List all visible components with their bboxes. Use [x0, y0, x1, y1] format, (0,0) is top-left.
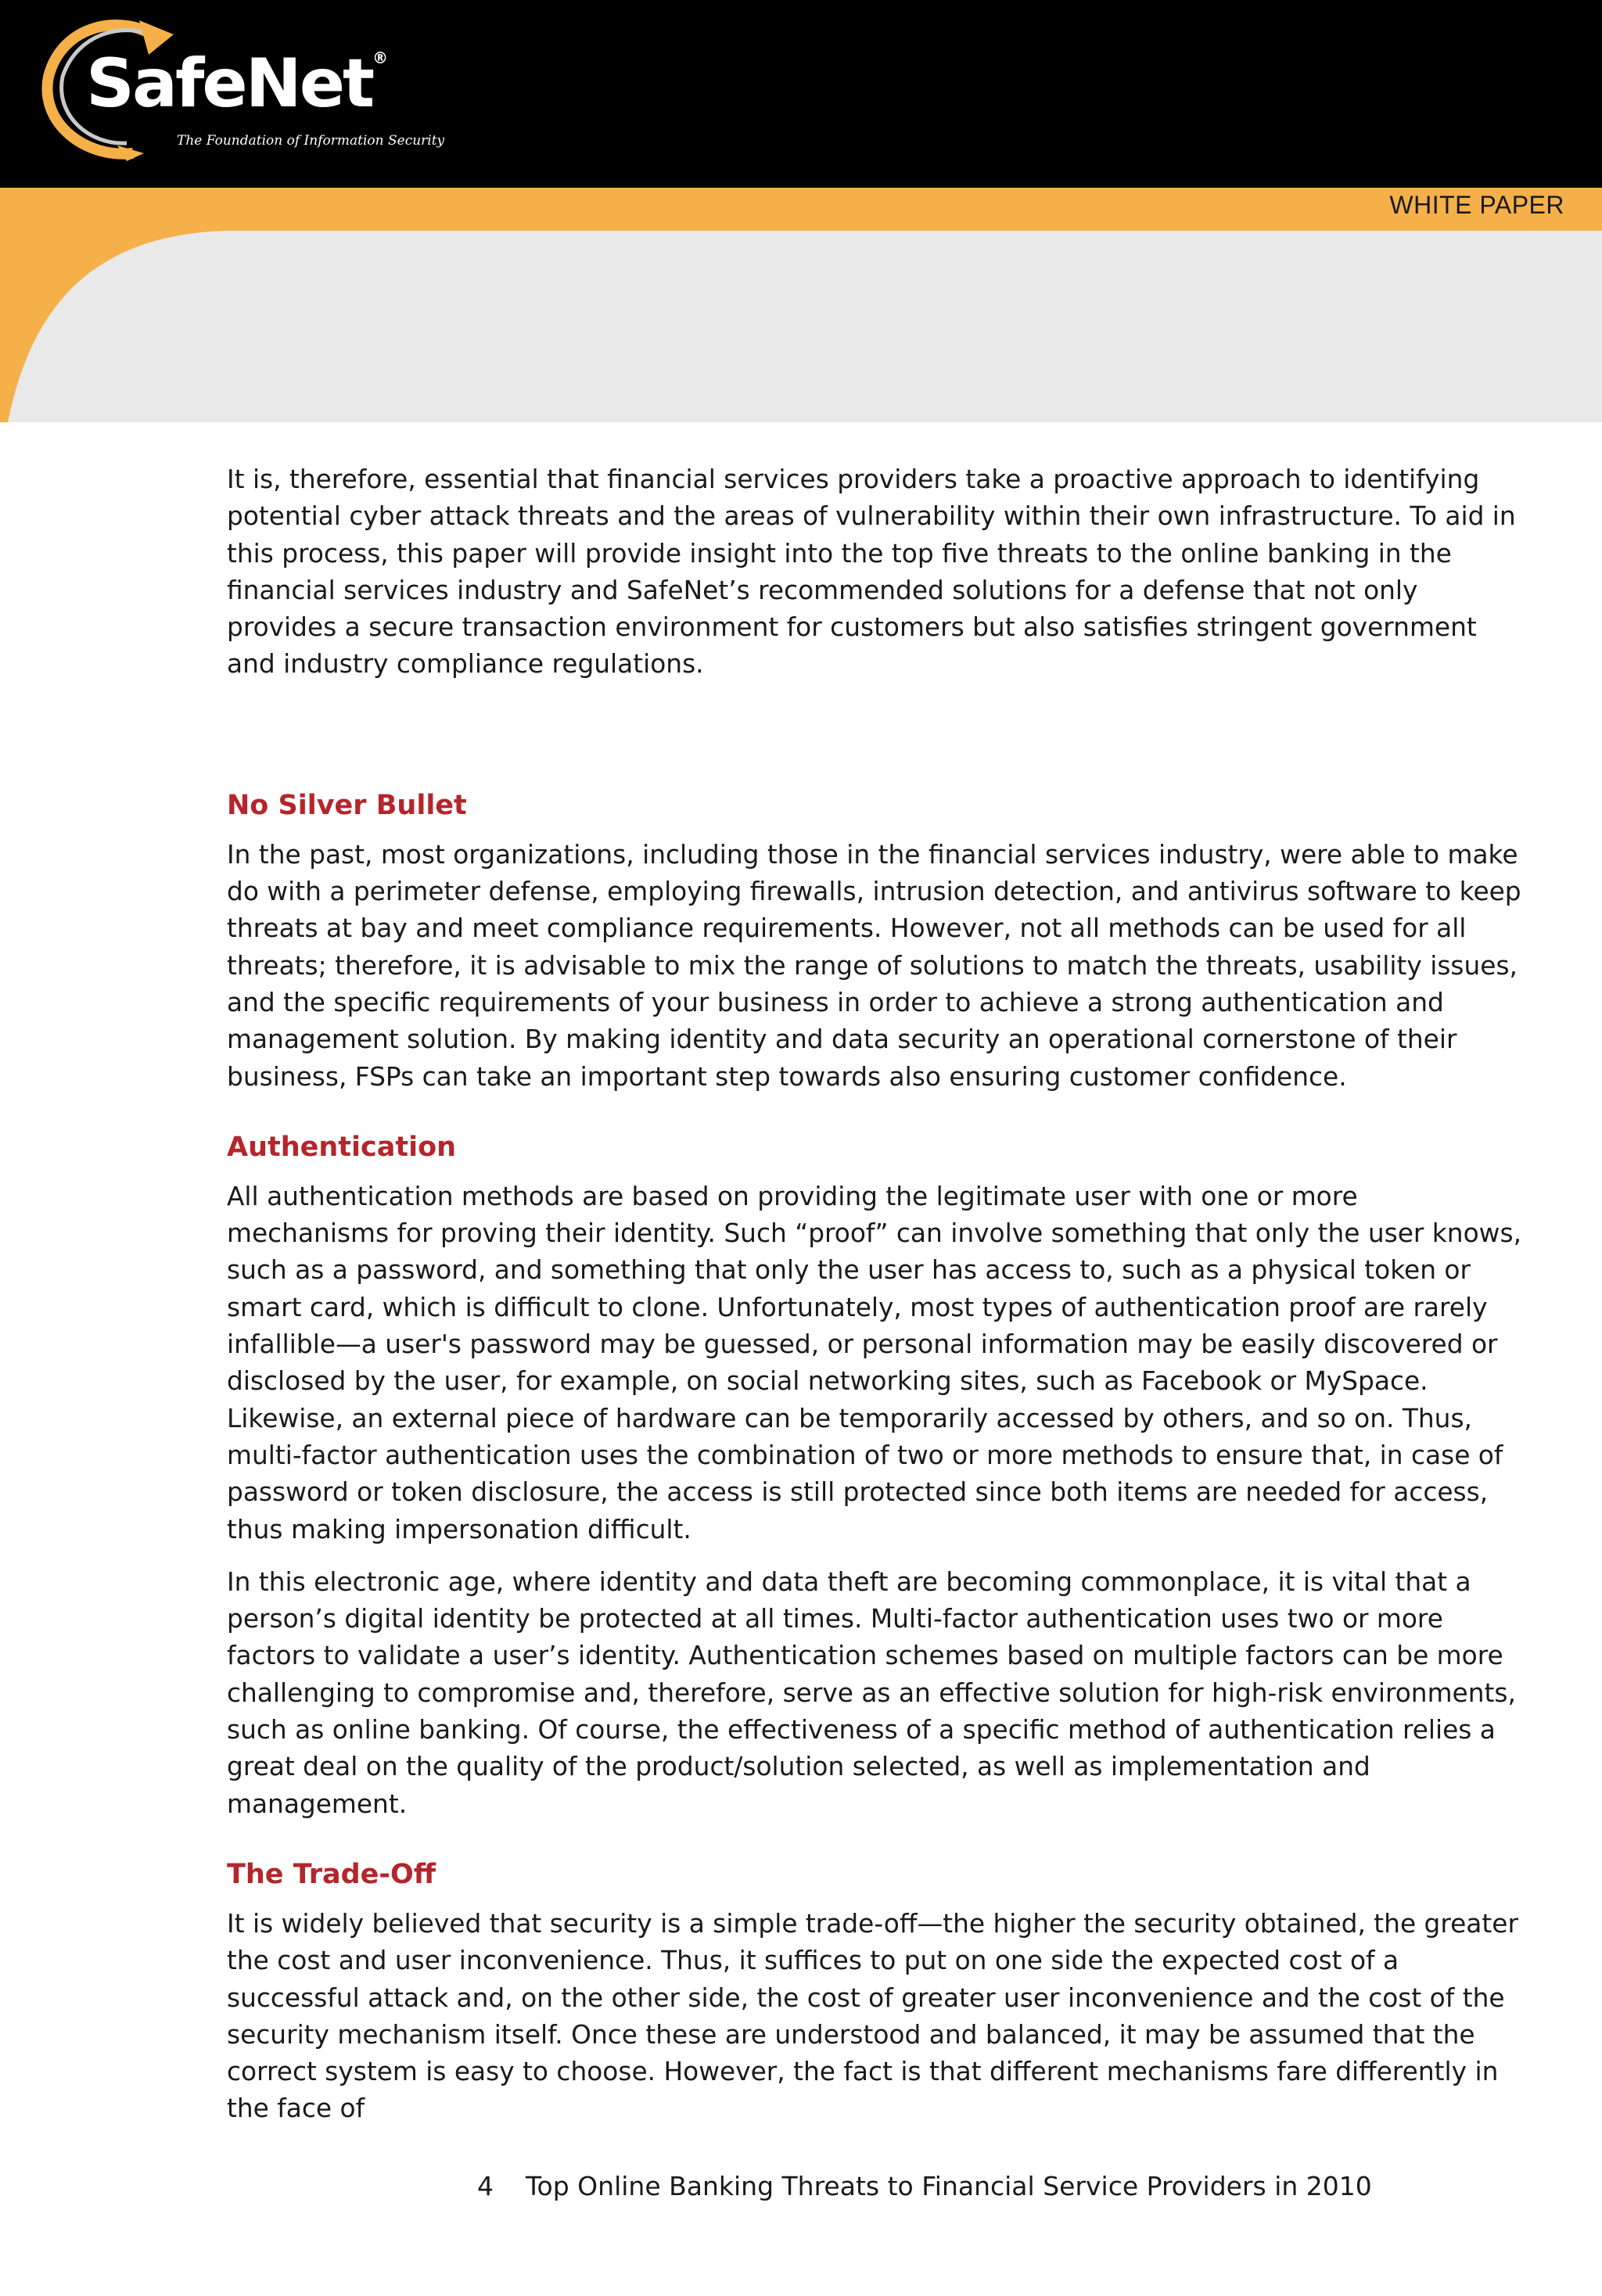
body-paragraph: In this electronic age, where identity and data theft are becoming commonplace, it is vital that a person’s digital identity be protected at all times. Multi-factor authentication uses two or more factors to validate a user’s identity. Authentication schemes based on multiple factors can be more challenging to compromise and, therefore, serve as an effective solution for high-risk environments, such as online banking. Of course, the effectiveness of a specific method of authentication relies a great deal on the quality of the product/solution selected, as well as implementation and management.	[227, 1566, 1516, 1819]
section-heading-authentication: Authentication	[227, 1131, 457, 1163]
body-paragraph: All authentication methods are based on providing the legitimate user with one or more mechanisms for proving their identity. Such “proof” can involve something that only the user knows, such as a password, and something that only the user has access to, such as a physical token or smart card, which is difficult to clone. Unfortunately, most types of authentication proof are rarely infallible—a user's password may be guessed, or personal information may be easily discovered or disclosed by the user, for example, on social networking sites, such as Facebook or MySpace. Likewise, an external piece of hardware can be temporarily accessed by others, and so on. Thus, multi-factor authentication uses the combination of two or more methods to ensure that, in case of password or token disclosure, the access is still protected since both items are needed for access, thus making impersonation difficult.	[227, 1181, 1521, 1544]
logo-registered-mark: ®	[372, 48, 389, 67]
body-paragraph: In the past, most organizations, including those in the financial services industry, were able to make do with a perimeter defense, employing firewalls, intrusion detection, and antivirus software to keep threats at bay and meet compliance requirements. However, not all methods can be used for all threats; therefore, it is advisable to mix the range of solutions to match the threats, usability issues, and the specific requirements of your business in order to achieve a strong authentication and management solution. By making identity and data security an operational cornerstone of their business, FSPs can take an important step towards also ensuring customer confidence.	[227, 839, 1521, 1092]
intro-paragraph: It is, therefore, essential that financial services providers take a proactive approach to identifying potential cyber attack threats and the areas of vulnerability within their own infrastructure. To aid in this process, this paper will provide insight into the top five threats to the online banking in the financial services industry and SafeNet’s recommended solutions for a defense that not only provides a secure transaction environment for customers but also satisfies stringent government and industry compliance regulations.	[227, 465, 1516, 680]
header-gray-panel	[8, 231, 1602, 422]
safenet-logo	[39, 14, 462, 163]
logo-wordmark-net: Net	[245, 45, 373, 123]
logo-tagline: The Foundation of Information Security	[177, 133, 445, 149]
document-type-label: WHITE PAPER	[1389, 191, 1564, 219]
main-content	[227, 461, 1525, 2128]
body-paragraph: It is widely believed that security is a simple trade-off—the higher the security obtained, the greater the cost and user inconvenience. Thus, it suffices to put on one side the expected cost of a successful attack and, on the other side, the cost of greater user inconvenience and the cost of the security mechanism itself. Once these are understood and balanced, it may be assumed that the correct system is easy to choose. However, the fact is that different mechanisms fare differently in the face of	[227, 1908, 1518, 2124]
logo-wordmark	[86, 45, 389, 123]
section-heading-no-silver-bullet: No Silver Bullet	[227, 789, 467, 821]
logo-wordmark-safe: Safe	[86, 45, 246, 123]
page-header	[0, 0, 1602, 422]
page-number: 4	[477, 2171, 494, 2201]
footer-document-title: Top Online Banking Threats to Financial Service Providers in 2010	[526, 2171, 1372, 2201]
section-heading-trade-off: The Trade-Off	[227, 1858, 436, 1890]
